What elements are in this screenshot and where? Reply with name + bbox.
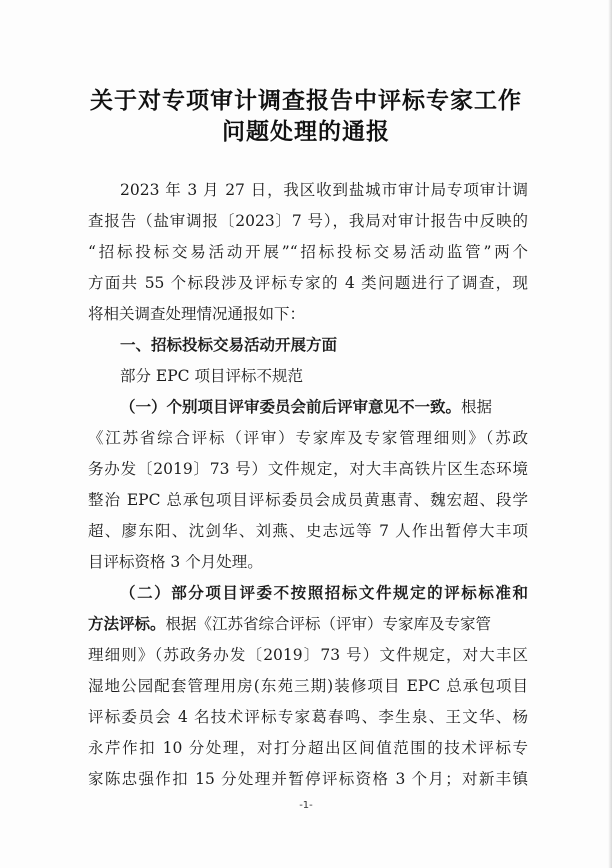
item1-line-4: 超、廖东阳、沈剑华、刘燕、史志远等 7 人作出暂停大丰项 [88, 522, 528, 540]
item2-heading-line-2-tail: 根据《江苏省综合评标（评审）专家库及专家管 [165, 615, 492, 633]
item2-heading-line-2: 方法评标。 [88, 614, 166, 633]
intro-line-5: 将相关调查处理情况通报如下： [88, 305, 306, 323]
intro-line-3: “招标投标交易活动开展”“招标投标交易活动监管”两个 [88, 243, 528, 261]
intro-line-1: 2023 年 3 月 27 日，我区收到盐城市审计局专项审计调 [120, 181, 528, 199]
item1-line-5: 目评标资格 3 个月处理。 [88, 553, 263, 571]
item2-line-1: 理细则》（苏政务办发〔2019〕73 号）文件规定，对大丰区 [88, 646, 528, 664]
item1-first-line [120, 397, 528, 417]
item1-heading-tail: 根据 [461, 398, 493, 416]
item1-line-2: 务办发〔2019〕73 号）文件规定，对大丰高铁片区生态环境 [88, 460, 528, 478]
document-title-line-2: 问题处理的通报 [222, 119, 390, 145]
item1-heading: （一）个别项目评审委员会前后评审意见不一致。 [120, 397, 462, 416]
page-number: -1- [299, 800, 313, 811]
page-edge-shadow [608, 0, 612, 868]
item1-line-3: 整治 EPC 总承包项目评标委员会成员黄惠青、魏宏超、段学 [88, 491, 528, 509]
item2-line-3: 评标委员会 4 名技术评标专家葛春鸣、李生泉、王文华、杨 [88, 708, 528, 726]
item2-heading-line-2-wrap [88, 614, 528, 634]
item2-heading-line-1: （二）部分项目评委不按照招标文件规定的评标标准和 [120, 583, 528, 602]
intro-line-2: 查报告（盐审调报〔2023〕7 号），我局对审计报告中反映的 [88, 212, 528, 230]
subheading: 部分 EPC 项目评标不规范 [120, 367, 303, 385]
item2-line-2: 湿地公园配套管理用房(东苑三期)装修项目 EPC 总承包项目 [88, 677, 528, 695]
section-heading: 一、招标投标交易活动开展方面 [120, 336, 338, 354]
document-title-line-1: 关于对专项审计调查报告中评标专家工作 [90, 88, 522, 114]
item2-line-5: 家陈忠强作扣 15 分处理并暂停评标资格 3 个月；对新丰镇 [88, 770, 528, 788]
intro-line-4: 方面共 55 个标段涉及评标专家的 4 类问题进行了调查，现 [88, 274, 528, 292]
item1-line-1: 《江苏省综合评标（评审）专家库及专家管理细则》（苏政 [88, 429, 528, 447]
item2-line-4: 永芹作扣 10 分处理，对打分超出区间值范围的技术评标专 [88, 739, 528, 757]
